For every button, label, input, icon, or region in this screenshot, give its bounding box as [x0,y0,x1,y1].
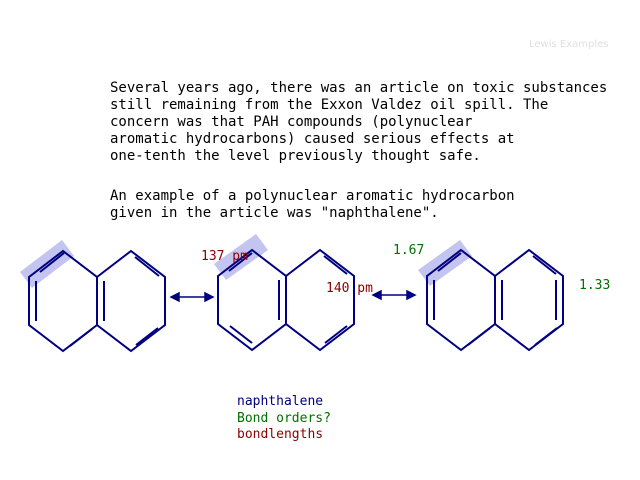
bond-orders-caption: Bond orders? [237,411,331,426]
resonance-arrow-2 [373,291,415,299]
bond-order-low-label: 1.33 [579,278,611,293]
resonance-arrow-1 [171,293,213,301]
bond-order-high-label: 1.67 [393,243,425,258]
bond-length-short-label: 137 pm [201,249,248,264]
bond-lengths-caption: bondlengths [237,427,324,442]
section-title: Lewis Examples [529,39,609,50]
bond-length-long-label: 140 pm [326,281,373,296]
example-paragraph: An example of a polynuclear aromatic hydrocarbon given in the article was "naphthalene". [110,188,515,221]
molecule-name-caption: naphthalene [237,394,324,409]
intro-paragraph: Several years ago, there was an article on toxic substances still remaining from the Exxon Valdez oil spill. The concern was that PAH compounds (polynuclear aromatic hydrocarbons) caused serious effects at one-tenth the level previously thought safe. [110,80,608,164]
